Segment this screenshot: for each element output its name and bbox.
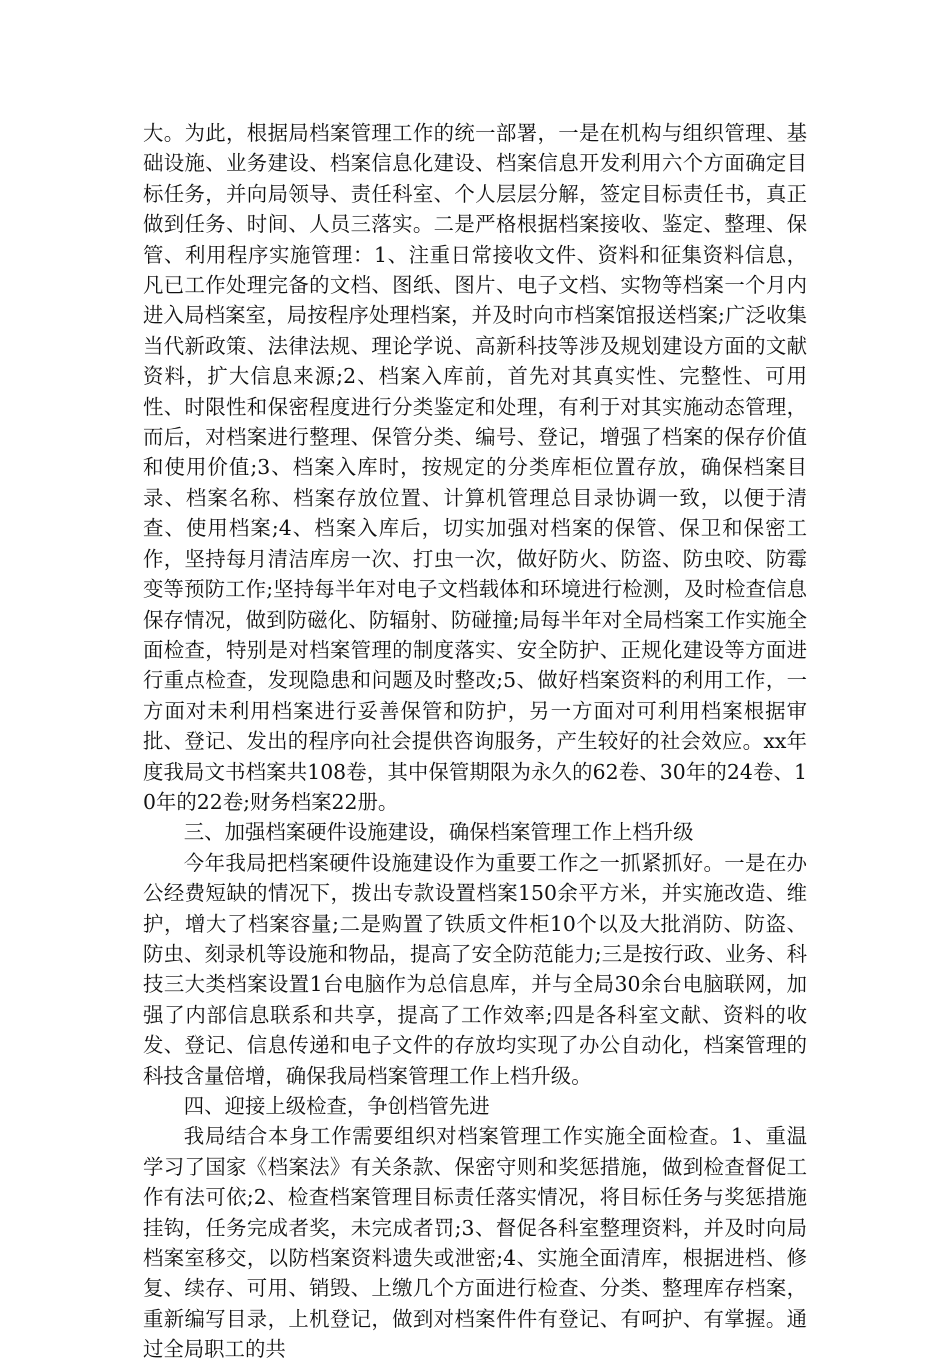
paragraph-inspection: 我局结合本身工作需要组织对档案管理工作实施全面检查。1、重温学习了国家《档案法》有关条款、保密守则和奖惩措施，做到检查督促工作有法可依;2、检查档案管理目标责任落实情况，将目标任务与奖惩措施挂钩，任务完成者奖，未完成者罚;3、督促各科室整理资料，并及时向局档案室移交，以防档案资料遗失或泄密;4、实施全面清库，根据进档、修复、续存、可用、销毁、上缴几个方面进行检查、分类、整理库存档案，重新编写目录，上机登记，做到对档案件件有登记、有呵护、有掌握。通过全局职工的共 — [143, 1124, 807, 1362]
document-body — [143, 118, 807, 1365]
section-heading-inspection: 四、迎接上级检查，争创档管先进 — [183, 1094, 490, 1118]
paragraph-archive-management: 大。为此，根据局档案管理工作的统一部署，一是在机构与组织管理、基础设施、业务建设、档案信息化建设、档案信息开发利用六个方面确定目标任务，并向局领导、责任科室、个人层层分解，签定目标责任书，真正做到任务、时间、人员三落实。二是严格根据档案接收、鉴定、整理、保管、利用程序实施管理：1、注重日常接收文件、资料和征集资料信息，凡已工作处理完备的文档、图纸、图片、电子文档、实物等档案一个月内进入局档案室，局按程序处理档案，并及时向市档案馆报送档案;广泛收集当代新政策、法律法规、理论学说、高新科技等涉及规划建设方面的文献资料，扩大信息来源;2、档案入库前，首先对其真实性、完整性、可用性、时限性和保密程度进行分类鉴定和处理，有利于对其实施动态管理，而后，对档案进行整理、保管分类、编号、登记，增强了档案的保存价值和使用价值;3、档案入库时，按规定的分类库柜位置存放，确保档案目录、档案名称、档案存放位置、计算机管理总目录协调一致，以便于清查、使用档案;4、档案入库后，切实加强对档案的保管、保卫和保密工作，坚持每月清洁库房一次、打虫一次，做好防火、防盗、防虫咬、防霉变等预防工作;坚持每半年对电子文档载体和环境进行检测，及时检查信息保存情况，做到防磁化、防辐射、防碰撞;局每半年对全局档案工作实施全面检查，特别是对档案管理的制度落实、安全防护、正规化建设等方面进行重点检查，发现隐患和问题及时整改;5、做好档案资料的利用工作，一方面对未利用档案进行妥善保管和防护，另一方面对可利用档案根据审批、登记、发出的程序向社会提供咨询服务，产生较好的社会效应。xx年度我局文书档案共108卷，其中保管期限为永久的62卷、30年的24卷、10年的22卷;财务档案22册。 — [143, 121, 807, 814]
paragraph-hardware-construction: 今年我局把档案硬件设施建设作为重要工作之一抓紧抓好。一是在办公经费短缺的情况下，拨出专款设置档案150余平方米，并实施改造、维护，增大了档案容量;二是购置了铁质文件柜10个以及大批消防、防盗、防虫、刻录机等设施和物品，提高了安全防范能力;三是按行政、业务、科技三大类档案设置1台电脑作为总信息库，并与全局30余台电脑联网，加强了内部信息联系和共享，提高了工作效率;四是各科室文献、资料的收发、登记、信息传递和电子文件的存放均实现了办公自动化，档案管理的科技含量倍增，确保我局档案管理工作上档升级。 — [143, 850, 807, 1088]
section-heading-hardware: 三、加强档案硬件设施建设，确保档案管理工作上档升级 — [183, 820, 694, 845]
